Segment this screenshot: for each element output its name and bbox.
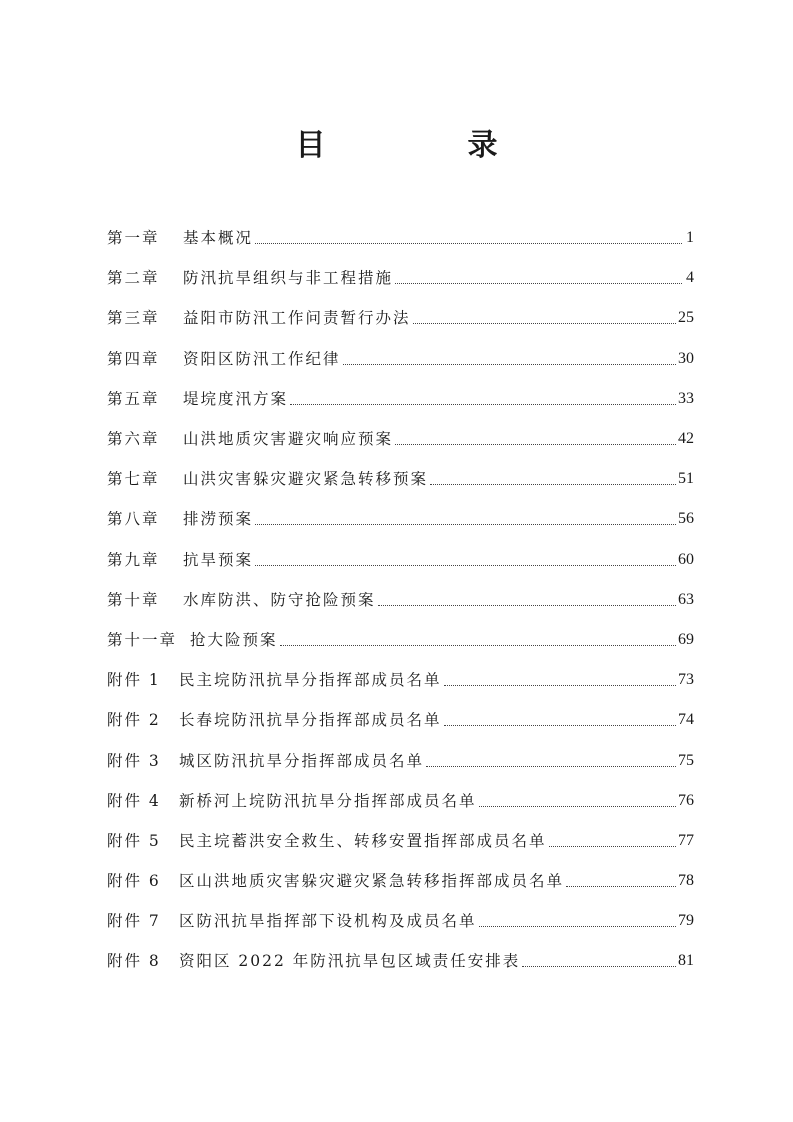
- toc-page-number: 60: [678, 550, 694, 568]
- page-title: 目 录: [295, 128, 554, 163]
- toc-chapter-label: 第八章: [107, 510, 160, 529]
- toc-page-number: 4: [686, 269, 694, 287]
- dot-leader: [280, 644, 676, 646]
- dot-leader: [522, 965, 676, 967]
- toc-chapter-label: 第五章: [107, 389, 160, 408]
- dot-leader: [479, 805, 676, 807]
- toc-entry[interactable]: [107, 781, 694, 821]
- dot-leader: [413, 322, 676, 324]
- toc-entry-title: 基本概况: [183, 229, 254, 248]
- toc-page-number: 73: [678, 671, 694, 689]
- toc-chapter-label: 第九章: [107, 550, 160, 569]
- dot-leader: [255, 564, 676, 566]
- toc-entry-title: 区防汛抗旱指挥部下设机构及成员名单: [179, 912, 477, 931]
- dot-leader: [566, 885, 676, 887]
- table-of-contents: [107, 218, 694, 982]
- toc-page-number: 78: [678, 872, 694, 890]
- dot-leader: [395, 282, 682, 284]
- toc-entry[interactable]: [107, 700, 694, 740]
- dot-leader: [378, 604, 676, 606]
- toc-entry-title: 山洪灾害躲灾避灾紧急转移预案: [183, 470, 429, 489]
- toc-chapter-label: 第二章: [107, 269, 160, 288]
- toc-annex-label: 附件 4: [107, 791, 161, 810]
- toc-entry-title: 新桥河上垸防汛抗旱分指挥部成员名单: [179, 791, 477, 810]
- toc-page-number: 25: [678, 309, 694, 327]
- dot-leader: [395, 443, 676, 445]
- toc-annex-label: 附件 3: [107, 751, 161, 770]
- toc-chapter-label: 第一章: [107, 229, 160, 248]
- toc-entry-title: 山洪地质灾害避灾响应预案: [183, 430, 394, 449]
- toc-page-number: 1: [686, 229, 694, 247]
- toc-entry-title: 抗旱预案: [183, 550, 254, 569]
- toc-entry-title: 防汛抗旱组织与非工程措施: [183, 269, 394, 288]
- toc-page-number: 63: [678, 590, 694, 608]
- toc-entry[interactable]: [107, 580, 694, 620]
- dot-leader: [549, 845, 676, 847]
- dot-leader: [343, 363, 676, 365]
- toc-entry-title: 城区防汛抗旱分指挥部成员名单: [179, 751, 425, 770]
- dot-leader: [255, 242, 682, 244]
- toc-entry[interactable]: [107, 419, 694, 459]
- toc-entry[interactable]: [107, 740, 694, 780]
- toc-page-number: 74: [678, 711, 694, 729]
- toc-entry[interactable]: [107, 499, 694, 539]
- toc-page-number: 75: [678, 751, 694, 769]
- toc-entry-title: 民主垸蓄洪安全救生、转移安置指挥部成员名单: [179, 831, 547, 850]
- toc-entry[interactable]: [107, 861, 694, 901]
- toc-entry[interactable]: [107, 258, 694, 298]
- toc-page-number: 51: [678, 470, 694, 488]
- toc-entry[interactable]: [107, 298, 694, 338]
- toc-entry-title: 资阳区 2022 年防汛抗旱包区域责任安排表: [179, 952, 521, 971]
- toc-entry[interactable]: [107, 821, 694, 861]
- toc-annex-label: 附件 7: [107, 912, 161, 931]
- toc-chapter-label: 第十章: [107, 590, 160, 609]
- toc-chapter-label: 第三章: [107, 309, 160, 328]
- toc-entry[interactable]: [107, 459, 694, 499]
- toc-page-number: 76: [678, 791, 694, 809]
- toc-entry-title: 水库防洪、防守抢险预案: [183, 590, 376, 609]
- toc-page-number: 33: [678, 389, 694, 407]
- toc-entry[interactable]: [107, 339, 694, 379]
- dot-leader: [426, 765, 676, 767]
- toc-entry[interactable]: [107, 379, 694, 419]
- toc-entry-title: 堤垸度汛方案: [183, 389, 289, 408]
- toc-page-number: 56: [678, 510, 694, 528]
- toc-entry[interactable]: [107, 620, 694, 660]
- toc-page-number: 69: [678, 630, 694, 648]
- toc-annex-label: 附件 1: [107, 671, 161, 690]
- toc-entry-title: 益阳市防汛工作问责暂行办法: [183, 309, 411, 328]
- toc-entry[interactable]: [107, 218, 694, 258]
- dot-leader: [444, 684, 676, 686]
- toc-entry-title: 抢大险预案: [190, 630, 278, 649]
- dot-leader: [444, 724, 676, 726]
- toc-page-number: 79: [678, 912, 694, 930]
- toc-chapter-label: 第四章: [107, 349, 160, 368]
- toc-entry[interactable]: [107, 901, 694, 941]
- toc-entry-title: 资阳区防汛工作纪律: [183, 349, 341, 368]
- toc-entry-title: 长春垸防汛抗旱分指挥部成员名单: [179, 711, 442, 730]
- toc-entry-title: 民主垸防汛抗旱分指挥部成员名单: [179, 671, 442, 690]
- toc-chapter-label: 第六章: [107, 430, 160, 449]
- toc-annex-label: 附件 6: [107, 872, 161, 891]
- toc-entry[interactable]: [107, 941, 694, 981]
- toc-page-number: 42: [678, 430, 694, 448]
- toc-chapter-label: 第十一章: [107, 630, 178, 649]
- toc-page-number: 30: [678, 349, 694, 367]
- dot-leader: [430, 483, 676, 485]
- dot-leader: [290, 403, 676, 405]
- toc-annex-label: 附件 8: [107, 952, 161, 971]
- dot-leader: [255, 523, 676, 525]
- toc-entry[interactable]: [107, 660, 694, 700]
- toc-entry-title: 区山洪地质灾害躲灾避灾紧急转移指挥部成员名单: [179, 872, 565, 891]
- toc-annex-label: 附件 5: [107, 831, 161, 850]
- toc-page-number: 81: [678, 952, 694, 970]
- toc-entry-title: 排涝预案: [183, 510, 254, 529]
- toc-annex-label: 附件 2: [107, 711, 161, 730]
- dot-leader: [479, 925, 676, 927]
- toc-page-number: 77: [678, 831, 694, 849]
- toc-chapter-label: 第七章: [107, 470, 160, 489]
- toc-entry[interactable]: [107, 540, 694, 580]
